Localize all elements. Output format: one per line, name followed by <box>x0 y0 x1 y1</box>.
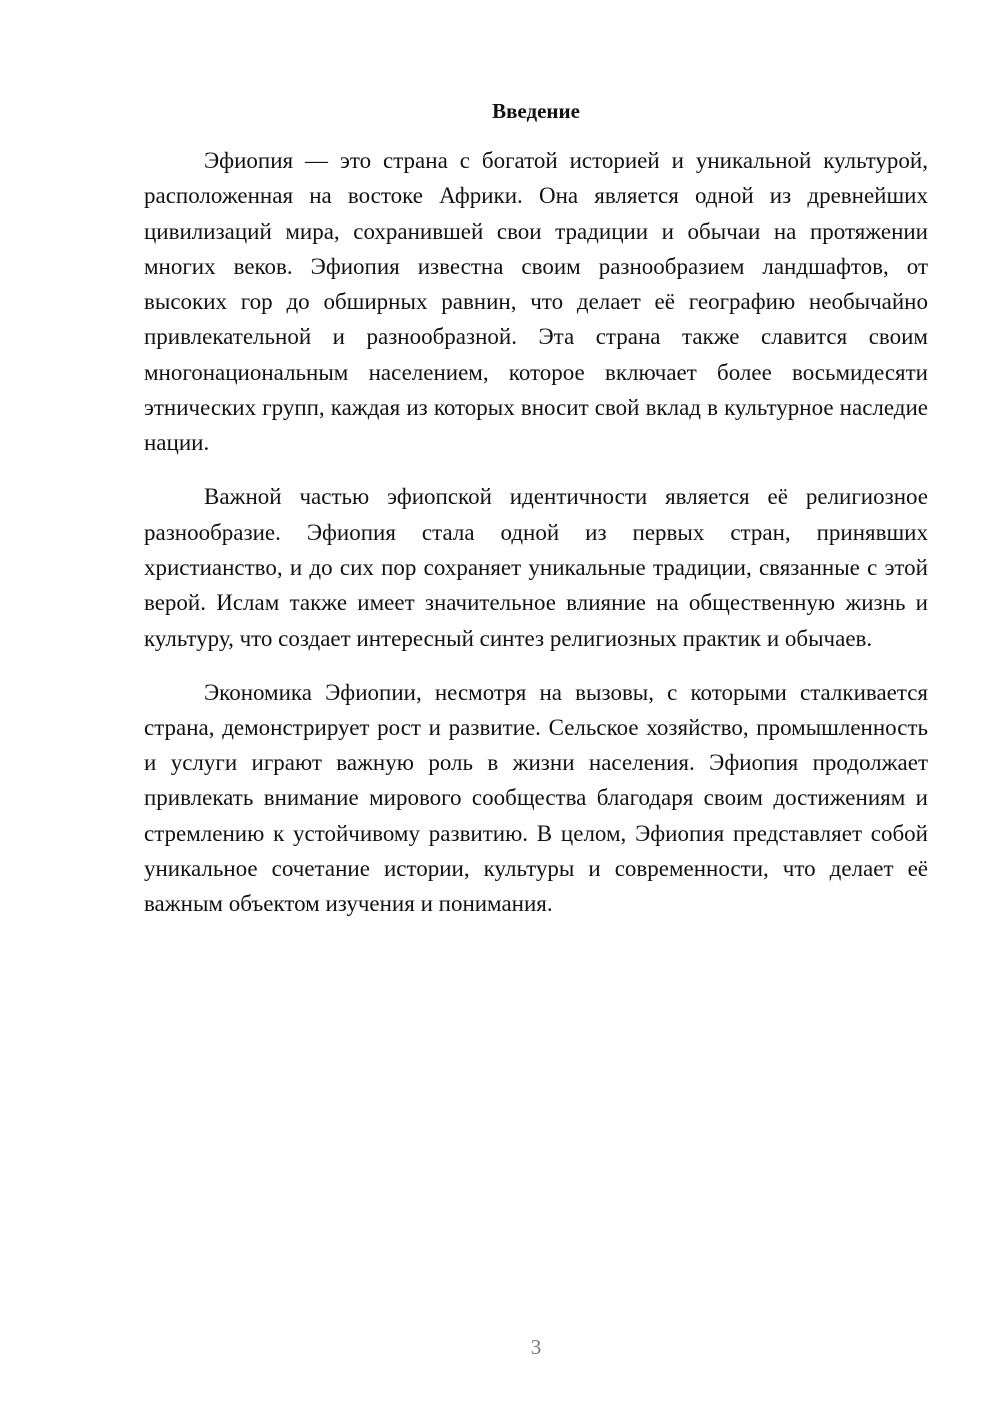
paragraph-2: Важной частью эфиопской идентичности является её религиозное разнообразие. Эфиопия стала одной из первых стран, принявших христианство, и до сих пор сохраняет уникальные традиции, связанные с этой верой. Ислам также имеет значительное влияние на общественную жизнь и культуру, что создает интересный синтез религиозных практик и обычаев. <box>144 484 928 651</box>
body-text <box>144 143 928 922</box>
paragraph-1: Эфиопия — это страна с богатой историей и уникальной культурой, расположенная на востоке Африки. Она является одной из древнейших цивилизаций мира, сохранившей свои традиции и обычаи на протяжении многих веков. Эфиопия известна своим разнообразием ландшафтов, от высоких гор до обширных равнин, что делает её географию необычайно привлекательной и разнообразной. Эта страна также славится своим многонациональным населением, которое включает более восьмидесяти этнических групп, каждая из которых вносит свой вклад в культурное наследие нации. <box>144 148 928 456</box>
page-number: 3 <box>530 1335 542 1359</box>
section-heading: Введение <box>492 99 580 123</box>
paragraph-3: Экономика Эфиопии, несмотря на вызовы, с которыми сталкивается страна, демонстрирует рост и развитие. Сельское хозяйство, промышленность и услуги играют важную роль в жизни населения. Эфиопия продолжает привлекать внимание мирового сообщества благодаря своим достижениям и стремлению к устойчивому развитию. В целом, Эфиопия представляет собой уникальное сочетание истории, культуры и современности, что делает её важным объектом изучения и понимания. <box>144 679 928 917</box>
